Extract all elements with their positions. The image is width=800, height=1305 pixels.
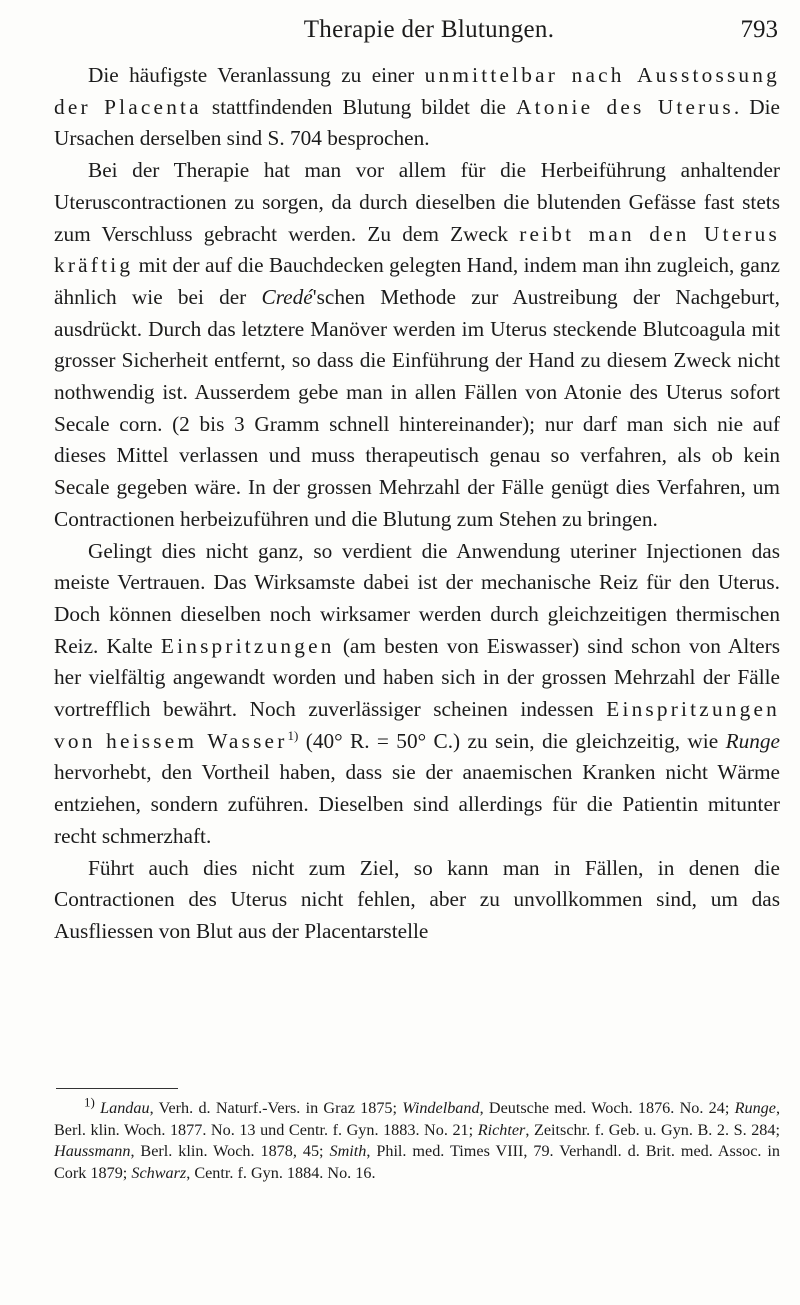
emphasized-text: Atonie des Uterus xyxy=(516,94,734,119)
text-run: , Deutsche med. Woch. 1876. No. 24; xyxy=(479,1099,735,1117)
text-run: Gelingt dies nicht ganz, so verdient die Anwendung uteriner Injectionen das meiste Vertrauen. Das Wirksamste dabei ist der mechanische Reiz für den Uterus. Doch können dieselben noch wirksamer werden durch gleichzeitigen thermischen Reiz. Kalte xyxy=(54,538,780,658)
text-run: , Centr. f. Gyn. 1884. No. 16. xyxy=(186,1163,376,1182)
paragraph xyxy=(54,155,780,535)
author-name: Windelband xyxy=(402,1099,480,1117)
text-run: , Zeitschr. f. Geb. u. Gyn. B. 2. S. 284; xyxy=(525,1120,780,1139)
paragraph xyxy=(54,60,780,155)
author-name: Smith xyxy=(329,1142,367,1160)
author-name: Runge xyxy=(734,1099,776,1117)
paragraph xyxy=(54,536,780,853)
text-run: 'schen Methode zur Austreibung der Nachgeburt, ausdrückt. Durch das letztere Manöver werden im Uterus steckende Blutcoagula mit grosser Sicherheit entfernt, so dass die Einführung der Hand zu diesem Zweck nicht nothwendig ist. Ausserdem gebe man in allen Fällen von Atonie des Uterus sofort Secale corn. (2 bis 3 Gramm schnell hintereinander); nur darf man sich nie auf dieses Mittel verlassen und muss therapeutisch genau so verfahren, als ob kein Secale gegeben wäre. In der grossen Mehrzahl der Fälle genügt dies Verfahren, um Contractionen herbeizuführen und die Blutung zum Stehen zu bringen. xyxy=(54,284,780,531)
footnote xyxy=(54,1094,780,1184)
author-name: Schwarz xyxy=(131,1163,187,1182)
emphasized-text: unmittelbar nach Ausstossung der Placenta xyxy=(54,63,780,119)
footnote-reference[interactable]: 1) xyxy=(287,727,299,743)
body-text xyxy=(54,60,780,948)
author-name: Landau xyxy=(100,1099,150,1117)
text-run: Die häufigste Veranlassung zu einer xyxy=(88,63,425,87)
text-run: , Phil. med. Times VIII, 79. Verhandl. d. Brit. med. Assoc. in Cork 1879; xyxy=(54,1142,780,1182)
text-run: , Verh. d. Naturf.-Vers. in Graz 1875; xyxy=(149,1099,403,1117)
author-name: Richter xyxy=(477,1120,526,1139)
page-header xyxy=(78,16,780,50)
emphasized-text: Einspritzungen von heissem Wasser xyxy=(54,697,780,753)
running-title: Therapie der Blutungen. xyxy=(303,16,555,43)
footnote-divider xyxy=(56,1088,178,1089)
author-name: Credé xyxy=(261,284,313,309)
paragraph xyxy=(54,853,780,948)
emphasized-text: Einspritzungen xyxy=(160,633,335,658)
text-run: . Die Ursachen derselben sind S. 704 besprochen. xyxy=(54,94,780,151)
text-run: Bei der Therapie hat man vor allem für die Herbeiführung anhaltender Uteruscontractionen zu sorgen, da durch dieselben die blutenden Gefässe fast stets zum Verschluss gebracht werden. Zu dem Zweck xyxy=(54,158,780,246)
footnote-marker: 1) xyxy=(84,1094,95,1110)
author-name: Runge xyxy=(725,728,780,753)
page-number: 793 xyxy=(740,16,778,43)
text-run: , Berl. klin. Woch. 1878, 45; xyxy=(130,1142,330,1160)
emphasized-text: reibt man den Uterus kräftig xyxy=(54,221,780,278)
text-run: stattfindenden Blutung bildet die xyxy=(201,94,517,119)
text-run: mit der auf die Bauchdecken gelegten Hand, indem man ihn zugleich, ganz ähnlich wie bei der xyxy=(54,253,780,309)
text-run: hervorhebt, den Vortheil haben, dass sie der anaemischen Kranken nicht Wärme entziehen, sondern zuführen. Dieselben sind allerdings für die Patientin mitunter recht schmerzhaft. xyxy=(54,760,780,848)
text-run: (am besten von Eiswasser) sind schon von Alters her vielfältig angewandt worden und haben sich in der grossen Mehrzahl der Fälle vortrefflich bewährt. Noch zuverlässiger scheinen indessen xyxy=(54,633,780,722)
text-run: Führt auch dies nicht zum Ziel, so kann man in Fällen, in denen die Contractionen des Uterus nicht fehlen, aber zu unvollkommen sind, um das Ausfliessen von Blut aus der Placentarstelle xyxy=(54,855,780,943)
text-run: (40° R. = 50° C.) zu sein, die gleichzeitig, wie xyxy=(298,728,726,753)
text-run: , Berl. klin. Woch. 1877. No. 13 und Centr. f. Gyn. 1883. No. 21; xyxy=(54,1099,780,1139)
author-name: Haussmann xyxy=(54,1142,131,1160)
